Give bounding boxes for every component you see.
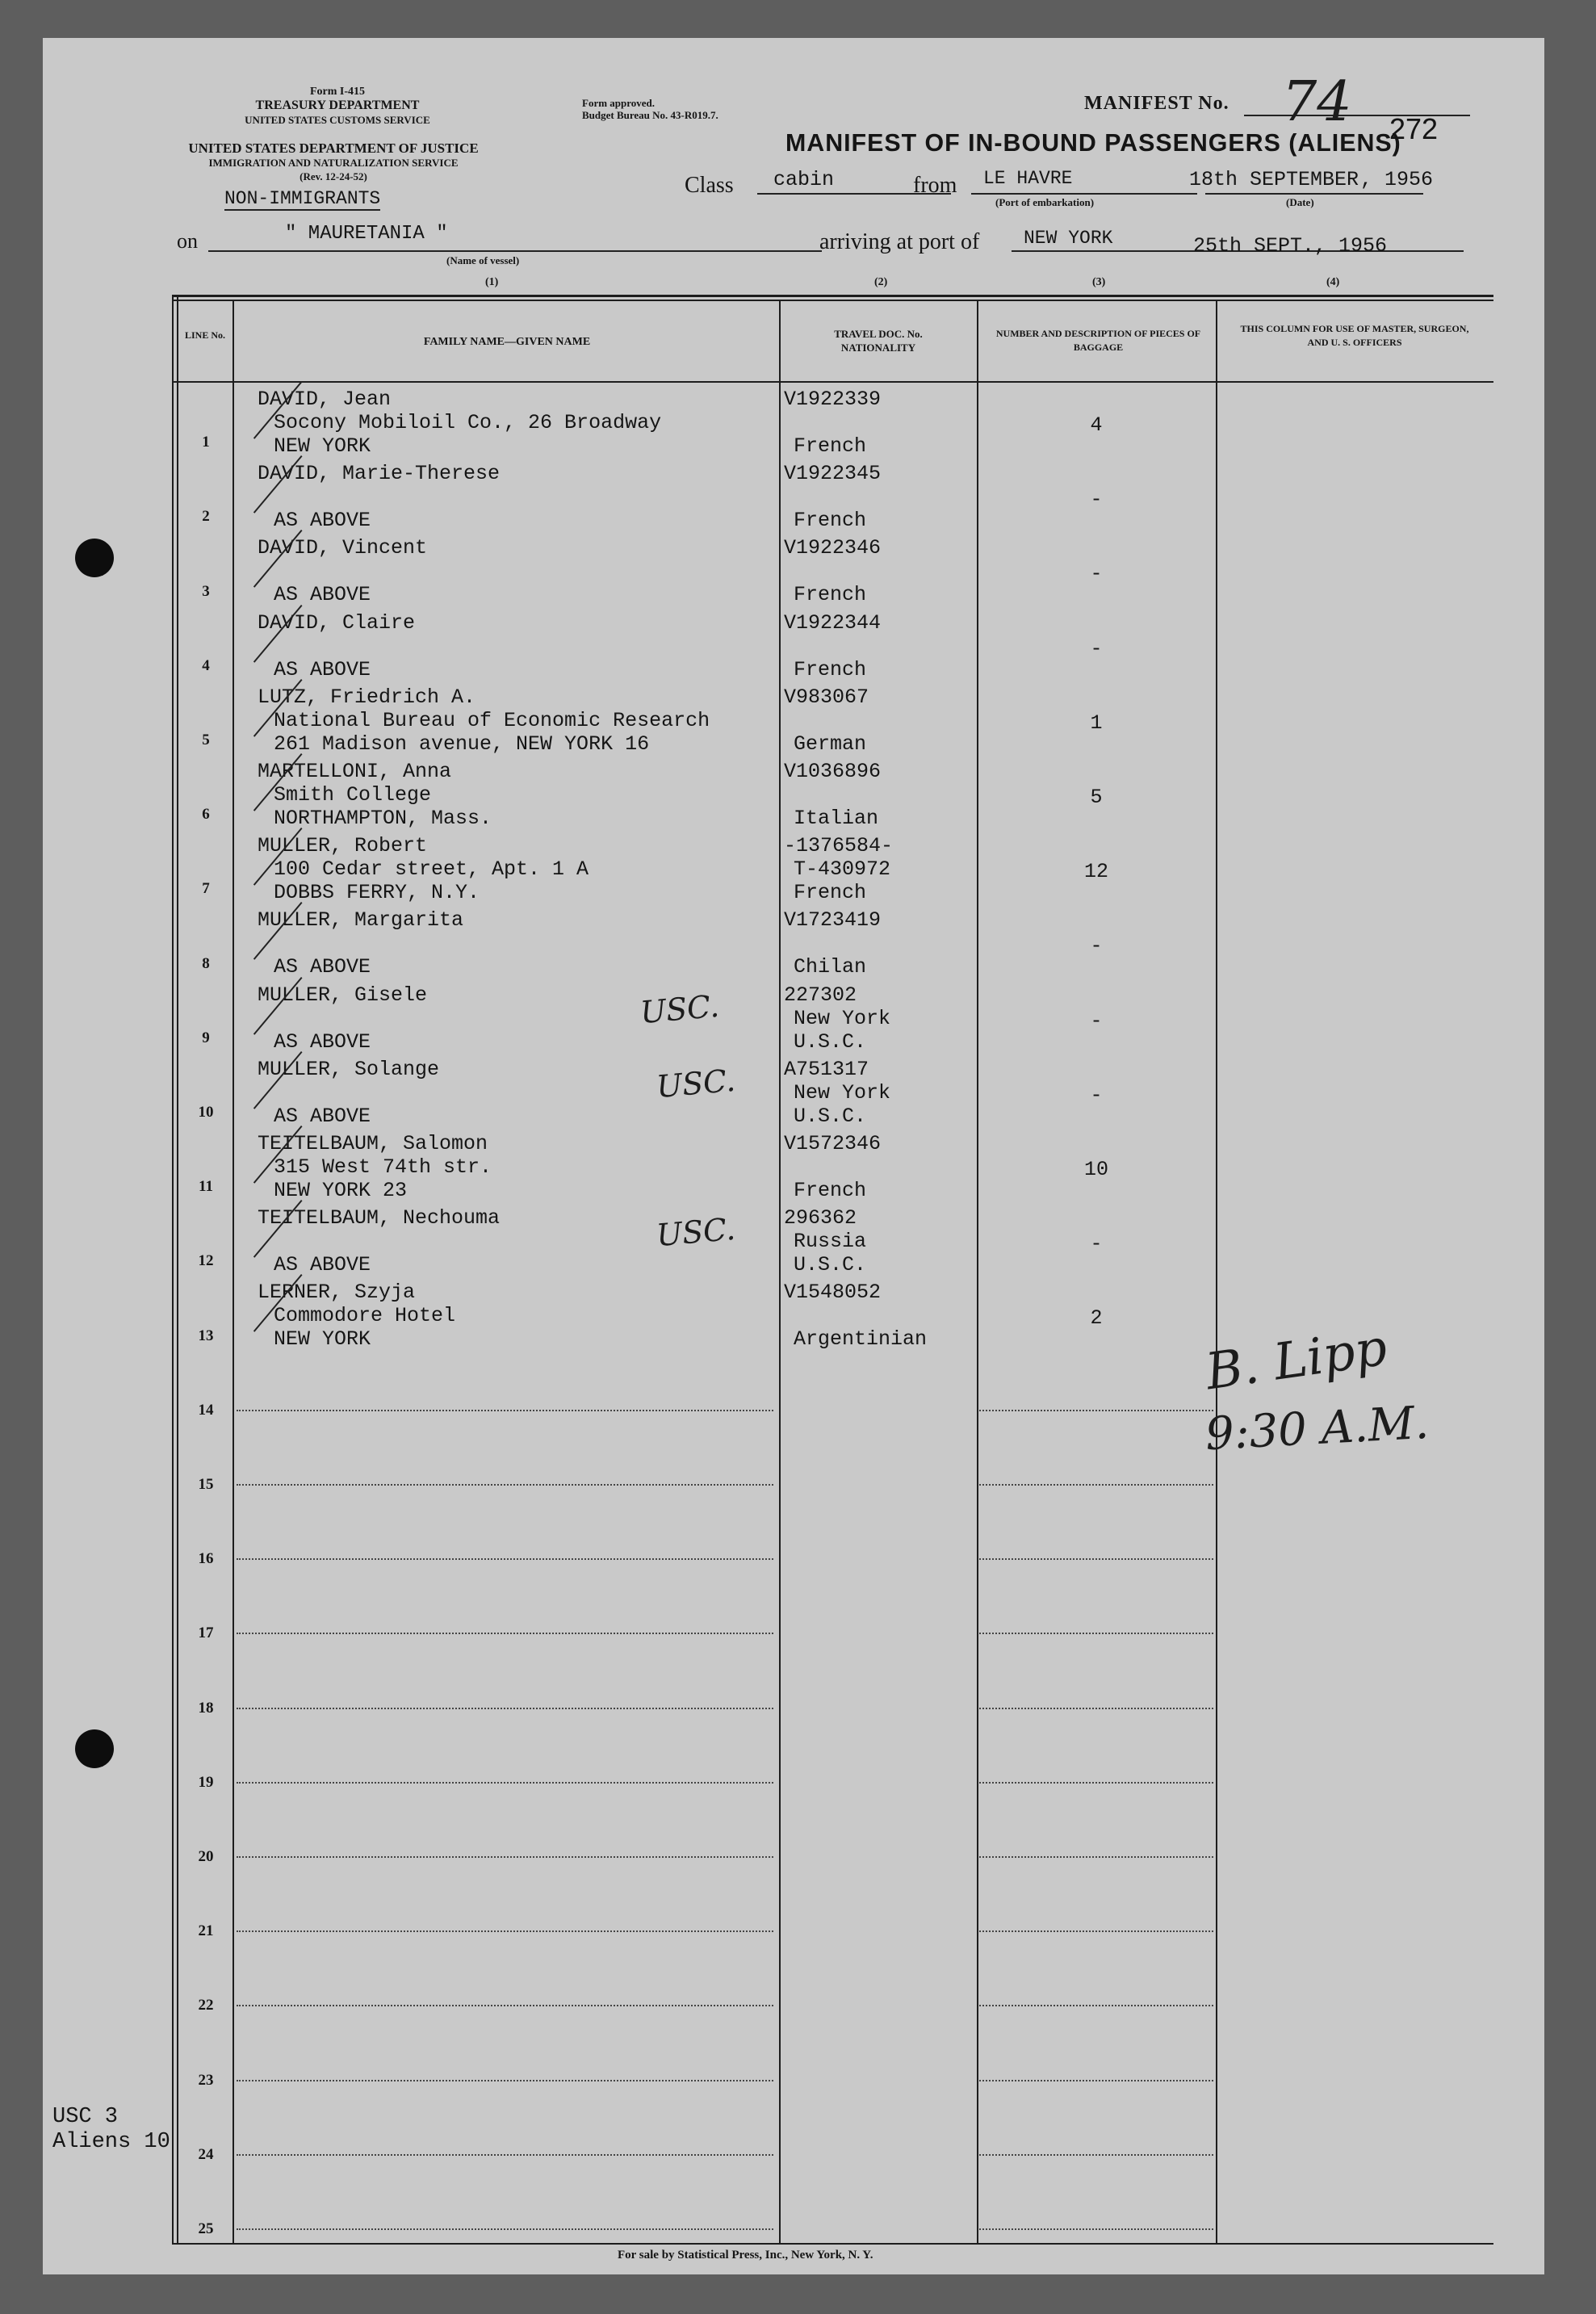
passenger-name: TEITELBAUM, Nechouma: [258, 1206, 501, 1230]
table-top-rule-2: [174, 300, 1493, 301]
treasury-label: TREASURY DEPARTMENT: [255, 99, 420, 112]
passenger-address: Smith College: [274, 783, 432, 807]
justice-label: UNITED STATES DEPARTMENT OF JUSTICE: [188, 140, 479, 156]
blank-row-line: [979, 1633, 1213, 1634]
nationality: French: [794, 434, 867, 458]
passenger-address: NORTHAMPTON, Mass.: [274, 807, 492, 830]
baggage-count: 1: [1090, 711, 1103, 735]
blank-row-line: [979, 1856, 1213, 1858]
travel-doc-number: -1376584-: [784, 834, 894, 858]
header-line-no: LINE No.: [184, 329, 225, 341]
line-number: 6: [202, 806, 210, 824]
line-number: 13: [198, 1327, 214, 1344]
form-approved: Form approved.: [582, 97, 656, 109]
date-value: 18th SEPTEMBER: [1189, 168, 1359, 191]
line-number: 11: [199, 1178, 213, 1196]
passenger-address: NEW YORK: [274, 1327, 371, 1352]
travel-doc-number: T-430972: [794, 857, 891, 882]
nationality: U.S.C.: [794, 1029, 867, 1054]
budget-bureau: Budget Bureau No. 43-R019.7.: [582, 109, 718, 121]
footer-printer: For sale by Statistical Press, Inc., New York, N. Y.: [618, 2249, 873, 2262]
blank-row-line: [237, 2080, 773, 2081]
line-number: 7: [202, 880, 210, 898]
line-number: 25: [198, 2220, 214, 2237]
nationality: U.S.C.: [794, 1104, 867, 1128]
class-label: Class: [685, 173, 734, 198]
line-number: 4: [202, 656, 210, 674]
passenger-address: 261 Madison avenue, NEW YORK 16: [274, 732, 650, 756]
line-number: 18: [198, 1699, 214, 1717]
vessel-caption: (Name of vessel): [446, 254, 520, 266]
passenger-address: AS ABOVE: [274, 1104, 371, 1128]
passenger-address: Socony Mobiloil Co., 26 Broadway: [274, 411, 662, 434]
customs-label: UNITED STATES CUSTOMS SERVICE: [245, 114, 430, 126]
line-number: 20: [198, 1848, 214, 1865]
line-number: 12: [198, 1252, 214, 1270]
baggage-count: -: [1090, 488, 1103, 512]
passenger-address: NEW YORK: [274, 434, 371, 458]
class-value: cabin: [773, 168, 835, 191]
date-year: , 1956: [1360, 168, 1434, 191]
travel-doc-number: V1036896: [784, 760, 882, 783]
nationality: French: [794, 657, 867, 681]
travel-doc-number: 296362: [784, 1206, 857, 1230]
from-value: LE HAVRE: [983, 168, 1073, 189]
header-travel-doc: TRAVEL DOC. No. NATIONALITY: [834, 328, 923, 354]
nationality: French: [794, 881, 867, 905]
col-num-1: (1): [485, 276, 499, 288]
baggage-count: -: [1090, 562, 1103, 586]
passenger-address: NEW YORK 23: [274, 1179, 408, 1202]
signature-time: 9:30 A.M.: [1204, 1396, 1431, 1461]
passenger-address: 100 Cedar street, Apt. 1 A: [274, 857, 589, 882]
blank-row-line: [979, 2005, 1213, 2006]
blank-row-line: [237, 2154, 773, 2156]
category-label: NON-IMMIGRANTS: [224, 188, 381, 209]
blank-row-line: [979, 2154, 1213, 2156]
blank-row-line: [237, 1930, 773, 1932]
travel-doc-number: 227302: [784, 983, 857, 1007]
travel-doc-number: V1922344: [784, 610, 882, 635]
baggage-count: -: [1090, 934, 1103, 958]
usc-annotation: USC.: [655, 1062, 737, 1105]
blank-row-line: [237, 2228, 773, 2230]
travel-doc-number: V1922339: [784, 388, 882, 411]
baggage-count: 10: [1083, 1158, 1108, 1181]
passenger-name: DAVID, Jean: [258, 388, 392, 411]
passenger-name: MULLER, Gisele: [258, 983, 428, 1007]
nationality: French: [794, 583, 867, 607]
blank-row-line: [979, 1558, 1213, 1560]
signature: B. Lipp: [1202, 1317, 1391, 1402]
margin-note-aliens: Aliens 10: [52, 2130, 170, 2154]
blank-row-line: [979, 1484, 1213, 1486]
line-number: 5: [202, 732, 210, 748]
baggage-count: -: [1090, 1008, 1103, 1033]
passenger-name: MULLER, Robert: [258, 834, 428, 858]
line-number: 10: [198, 1104, 214, 1121]
blank-row-line: [979, 1410, 1213, 1411]
header-name: FAMILY NAME—GIVEN NAME: [423, 336, 591, 348]
passenger-address: DOBBS FERRY, N.Y.: [274, 881, 480, 905]
ins-label: IMMIGRATION AND NATURALIZATION SERVICE: [208, 157, 459, 169]
from-underline: [971, 193, 1197, 195]
blank-row-line: [979, 1708, 1213, 1709]
blank-row-line: [237, 2005, 773, 2006]
nationality: German: [794, 732, 867, 756]
passenger-name: DAVID, Vincent: [258, 536, 428, 560]
line-number: 15: [198, 1476, 214, 1493]
blank-row-line: [237, 1856, 773, 1858]
arriving-label: arriving at port of: [819, 229, 980, 254]
date-caption: (Date): [1286, 196, 1314, 208]
vessel-underline: [208, 250, 822, 252]
passenger-name: MULLER, Margarita: [258, 908, 464, 933]
nationality: U.S.C.: [794, 1253, 867, 1277]
passenger-name: TEITELBAUM, Salomon: [258, 1132, 488, 1155]
line-number: 9: [202, 1029, 210, 1046]
baggage-count: 2: [1090, 1306, 1103, 1331]
nationality: Argentinian: [794, 1327, 928, 1352]
passenger-address: 315 West 74th str.: [274, 1155, 492, 1179]
baggage-count: 12: [1083, 860, 1108, 884]
blank-row-line: [237, 1410, 773, 1411]
passenger-address: Commodore Hotel: [274, 1304, 456, 1328]
from-label: from: [913, 173, 957, 198]
punch-hole: [75, 1729, 114, 1768]
passenger-name: DAVID, Marie-Therese: [258, 462, 501, 486]
blank-row-line: [237, 1633, 773, 1634]
passenger-address: AS ABOVE: [274, 1029, 371, 1054]
line-number: 16: [198, 1550, 214, 1568]
travel-doc-number: New York: [794, 1080, 891, 1105]
travel-doc-number: Russia: [794, 1230, 867, 1254]
arrival-port: NEW YORK: [1024, 228, 1113, 249]
passenger-name: LUTZ, Friedrich A.: [258, 685, 476, 709]
date-underline: [1205, 193, 1423, 195]
baggage-count: 4: [1090, 413, 1103, 437]
travel-doc-number: V1572346: [784, 1132, 882, 1155]
margin-note-usc: USC 3: [52, 2105, 119, 2129]
travel-doc-number: V1723419: [784, 908, 882, 933]
table-header-rule: [174, 381, 1493, 383]
table-top-rule: [174, 295, 1493, 297]
line-number: 22: [198, 1997, 214, 2014]
travel-doc-number: V983067: [784, 685, 869, 709]
table-bottom-rule: [174, 2243, 1493, 2245]
blank-row-line: [237, 1558, 773, 1560]
col-num-4: (4): [1326, 276, 1340, 288]
manifest-title: MANIFEST OF IN-BOUND PASSENGERS (ALIENS): [785, 128, 1401, 157]
header-baggage: NUMBER AND DESCRIPTION OF PIECES OF BAGGAGE: [995, 328, 1201, 353]
blank-row-line: [237, 1782, 773, 1784]
passenger-name: MARTELLONI, Anna: [258, 760, 452, 783]
punch-hole: [75, 539, 114, 577]
manifest-page: [43, 38, 1544, 2274]
passenger-name: MULLER, Solange: [258, 1057, 440, 1081]
baggage-count: -: [1090, 636, 1103, 660]
page-number: 272: [1389, 112, 1439, 145]
baggage-count: -: [1090, 1232, 1103, 1256]
travel-doc-number: V1922346: [784, 536, 882, 560]
usc-annotation: USC.: [655, 1211, 737, 1254]
line-number: 3: [202, 582, 210, 600]
line-number: 14: [198, 1401, 214, 1419]
blank-row-line: [979, 1782, 1213, 1784]
rev-label: (Rev. 12-24-52): [300, 170, 367, 182]
passenger-address: AS ABOVE: [274, 955, 371, 979]
blank-row-line: [237, 1708, 773, 1709]
col-divider-name: [779, 300, 781, 2245]
col-divider-line: [232, 300, 234, 2245]
manifest-no-label: MANIFEST No.: [1084, 93, 1229, 114]
line-number: 21: [198, 1922, 214, 1940]
baggage-count: -: [1090, 1083, 1103, 1107]
table-left-rule: [172, 295, 174, 2245]
travel-doc-number: New York: [794, 1006, 891, 1030]
travel-doc-number: V1922345: [784, 462, 882, 486]
travel-doc-number: A751317: [784, 1057, 869, 1081]
nationality: French: [794, 1179, 867, 1202]
nationality: Italian: [794, 807, 879, 830]
col-num-2: (2): [874, 276, 888, 288]
blank-row-line: [979, 2228, 1213, 2230]
passenger-address: AS ABOVE: [274, 583, 371, 607]
usc-annotation: USC.: [639, 987, 721, 1030]
on-label: on: [177, 229, 198, 253]
line-number: 17: [198, 1624, 214, 1642]
blank-row-line: [237, 1484, 773, 1486]
line-number: 24: [198, 2145, 214, 2163]
manifest-no-value: 74: [1282, 70, 1352, 134]
passenger-address: National Bureau of Economic Research: [274, 708, 710, 732]
line-number: 23: [198, 2071, 214, 2089]
passenger-name: DAVID, Claire: [258, 610, 416, 635]
travel-doc-number: V1548052: [784, 1281, 882, 1305]
table-left-rule-2: [177, 295, 178, 2245]
line-number: 1: [202, 434, 210, 451]
blank-row-line: [979, 2080, 1213, 2081]
vessel-value: " MAURETANIA ": [285, 223, 448, 245]
col-divider-baggage: [1216, 300, 1217, 2245]
port-caption: (Port of embarkation): [995, 196, 1095, 208]
blank-row-line: [979, 1930, 1213, 1932]
passenger-address: AS ABOVE: [274, 509, 371, 533]
header-officers: THIS COLUMN FOR USE OF MASTER, SURGEON, AND U. S. OFFICERS: [1240, 323, 1469, 348]
nationality: Chilan: [794, 955, 867, 979]
nationality: French: [794, 509, 867, 533]
baggage-count: 5: [1090, 786, 1103, 809]
col-num-3: (3): [1092, 276, 1106, 288]
passenger-address: AS ABOVE: [274, 657, 371, 681]
form-number: Form I-415: [309, 86, 366, 98]
passenger-address: AS ABOVE: [274, 1253, 371, 1277]
line-number: 2: [202, 508, 210, 526]
col-divider-doc: [977, 300, 978, 2245]
passenger-name: LERNER, Szyja: [258, 1281, 416, 1305]
line-number: 19: [198, 1773, 214, 1791]
line-number: 8: [202, 954, 210, 972]
arrival-date: 25th SEPT., 1956: [1193, 234, 1388, 258]
